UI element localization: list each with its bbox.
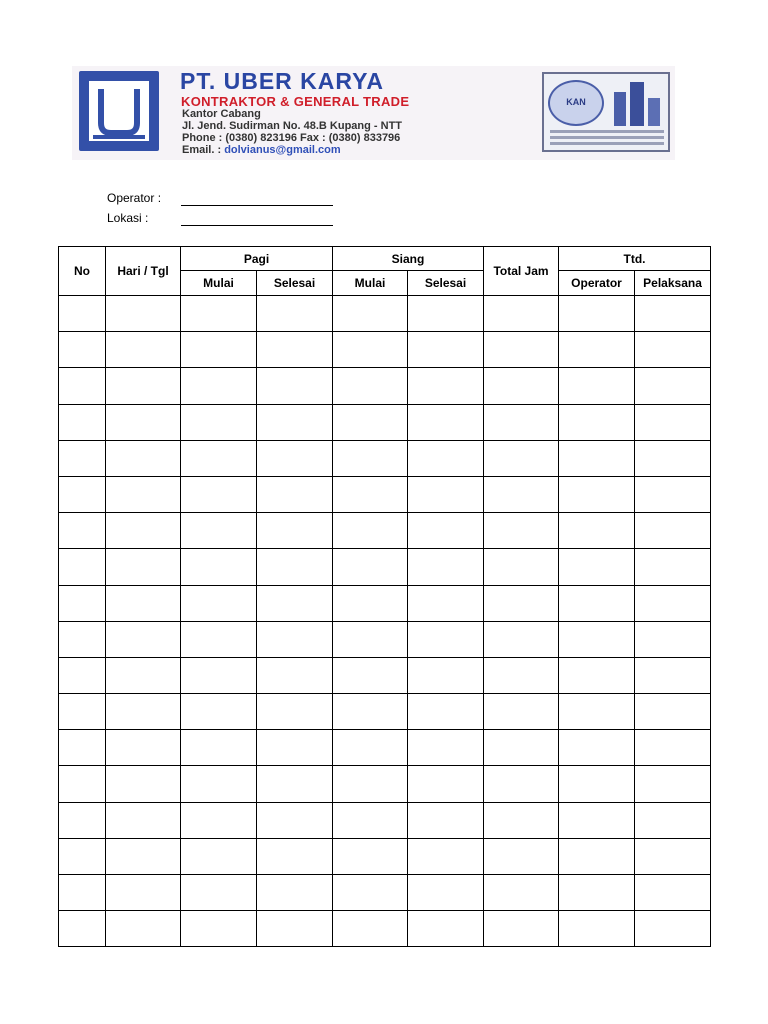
letterhead xyxy=(72,66,675,160)
cell-hari-tgl[interactable] xyxy=(106,766,181,802)
cell-hari-tgl[interactable] xyxy=(106,694,181,730)
cell-pagi-selesai[interactable] xyxy=(257,730,333,766)
cell-siang-mulai[interactable] xyxy=(333,513,408,549)
cell-pagi-selesai[interactable] xyxy=(257,838,333,874)
cell-hari-tgl[interactable] xyxy=(106,296,181,332)
cell-hari-tgl[interactable] xyxy=(106,730,181,766)
cell-total-jam[interactable] xyxy=(484,838,559,874)
cell-no[interactable] xyxy=(59,476,106,512)
cell-ttd-pelaksana[interactable] xyxy=(635,404,711,440)
cell-hari-tgl[interactable] xyxy=(106,368,181,404)
cell-siang-mulai[interactable] xyxy=(333,766,408,802)
cell-ttd-operator[interactable] xyxy=(559,513,635,549)
cell-siang-selesai[interactable] xyxy=(408,585,484,621)
cell-no[interactable] xyxy=(59,657,106,693)
company-phone: Phone : (0380) 823196 Fax : (0380) 833796 xyxy=(182,132,401,144)
cell-ttd-pelaksana[interactable] xyxy=(635,368,711,404)
cell-pagi-selesai[interactable] xyxy=(257,476,333,512)
cell-pagi-selesai[interactable] xyxy=(257,911,333,947)
cell-hari-tgl[interactable] xyxy=(106,513,181,549)
table-row xyxy=(59,585,711,621)
cell-ttd-pelaksana[interactable] xyxy=(635,476,711,512)
lokasi-field[interactable] xyxy=(181,225,333,226)
cell-siang-mulai[interactable] xyxy=(333,621,408,657)
cell-no[interactable] xyxy=(59,585,106,621)
cell-siang-mulai[interactable] xyxy=(333,296,408,332)
cell-pagi-mulai[interactable] xyxy=(181,476,257,512)
cell-siang-selesai[interactable] xyxy=(408,694,484,730)
cell-ttd-pelaksana[interactable] xyxy=(635,549,711,585)
header-no: No xyxy=(59,247,106,296)
cell-ttd-operator[interactable] xyxy=(559,368,635,404)
table-row xyxy=(59,296,711,332)
cell-pagi-mulai[interactable] xyxy=(181,766,257,802)
cell-no[interactable] xyxy=(59,440,106,476)
cell-hari-tgl[interactable] xyxy=(106,332,181,368)
table-row xyxy=(59,657,711,693)
cell-ttd-operator[interactable] xyxy=(559,875,635,911)
cell-ttd-operator[interactable] xyxy=(559,730,635,766)
cell-siang-mulai[interactable] xyxy=(333,476,408,512)
company-tagline: KONTRAKTOR & GENERAL TRADE xyxy=(181,94,410,109)
cell-ttd-operator[interactable] xyxy=(559,802,635,838)
cell-total-jam[interactable] xyxy=(484,730,559,766)
table-row xyxy=(59,513,711,549)
cell-siang-selesai[interactable] xyxy=(408,296,484,332)
u-logo-icon xyxy=(79,71,159,151)
cell-hari-tgl[interactable] xyxy=(106,549,181,585)
cell-pagi-selesai[interactable] xyxy=(257,694,333,730)
cell-ttd-pelaksana[interactable] xyxy=(635,657,711,693)
table-row xyxy=(59,476,711,512)
cell-pagi-selesai[interactable] xyxy=(257,404,333,440)
cell-siang-selesai[interactable] xyxy=(408,657,484,693)
cell-siang-selesai[interactable] xyxy=(408,730,484,766)
cell-pagi-selesai[interactable] xyxy=(257,657,333,693)
cell-ttd-pelaksana[interactable] xyxy=(635,585,711,621)
cell-hari-tgl[interactable] xyxy=(106,911,181,947)
cell-ttd-operator[interactable] xyxy=(559,296,635,332)
cell-ttd-operator[interactable] xyxy=(559,332,635,368)
cell-no[interactable] xyxy=(59,694,106,730)
cert-badge-text: KAN xyxy=(566,97,586,107)
cell-pagi-mulai[interactable] xyxy=(181,802,257,838)
cell-no[interactable] xyxy=(59,766,106,802)
table-row xyxy=(59,404,711,440)
building-icon xyxy=(610,78,664,126)
table-row xyxy=(59,368,711,404)
cell-siang-selesai[interactable] xyxy=(408,332,484,368)
table-row xyxy=(59,694,711,730)
cell-pagi-mulai[interactable] xyxy=(181,440,257,476)
cell-siang-mulai[interactable] xyxy=(333,657,408,693)
cell-total-jam[interactable] xyxy=(484,585,559,621)
header-siang-selesai: Selesai xyxy=(408,271,484,296)
timesheet-body xyxy=(59,296,711,947)
cell-siang-mulai[interactable] xyxy=(333,875,408,911)
cell-siang-selesai[interactable] xyxy=(408,875,484,911)
cell-total-jam[interactable] xyxy=(484,694,559,730)
cell-no[interactable] xyxy=(59,802,106,838)
cell-pagi-mulai[interactable] xyxy=(181,513,257,549)
cell-ttd-pelaksana[interactable] xyxy=(635,766,711,802)
cell-ttd-operator[interactable] xyxy=(559,694,635,730)
cell-pagi-selesai[interactable] xyxy=(257,549,333,585)
cell-ttd-pelaksana[interactable] xyxy=(635,730,711,766)
cell-siang-mulai[interactable] xyxy=(333,911,408,947)
cell-pagi-mulai[interactable] xyxy=(181,657,257,693)
operator-label: Operator : xyxy=(107,191,162,205)
cell-no[interactable] xyxy=(59,730,106,766)
cell-ttd-pelaksana[interactable] xyxy=(635,838,711,874)
cell-ttd-pelaksana[interactable] xyxy=(635,513,711,549)
cell-ttd-operator[interactable] xyxy=(559,911,635,947)
cell-hari-tgl[interactable] xyxy=(106,585,181,621)
cell-no[interactable] xyxy=(59,875,106,911)
cell-pagi-selesai[interactable] xyxy=(257,766,333,802)
cell-ttd-operator[interactable] xyxy=(559,404,635,440)
cell-no[interactable] xyxy=(59,332,106,368)
cell-siang-mulai[interactable] xyxy=(333,802,408,838)
cell-pagi-mulai[interactable] xyxy=(181,368,257,404)
cell-siang-selesai[interactable] xyxy=(408,766,484,802)
cell-hari-tgl[interactable] xyxy=(106,838,181,874)
cell-total-jam[interactable] xyxy=(484,404,559,440)
cell-total-jam[interactable] xyxy=(484,332,559,368)
cell-ttd-operator[interactable] xyxy=(559,621,635,657)
table-row xyxy=(59,838,711,874)
cell-ttd-operator[interactable] xyxy=(559,476,635,512)
cell-siang-selesai[interactable] xyxy=(408,621,484,657)
cell-siang-selesai[interactable] xyxy=(408,802,484,838)
lokasi-label: Lokasi : xyxy=(107,211,149,225)
cell-siang-mulai[interactable] xyxy=(333,838,408,874)
cell-no[interactable] xyxy=(59,296,106,332)
cell-total-jam[interactable] xyxy=(484,368,559,404)
company-email-row xyxy=(182,144,341,156)
cell-ttd-pelaksana[interactable] xyxy=(635,875,711,911)
header-ttd-operator: Operator xyxy=(559,271,635,296)
certification-badge xyxy=(542,72,670,152)
cell-siang-mulai[interactable] xyxy=(333,730,408,766)
cell-no[interactable] xyxy=(59,513,106,549)
cell-ttd-operator[interactable] xyxy=(559,657,635,693)
cell-pagi-mulai[interactable] xyxy=(181,585,257,621)
cell-total-jam[interactable] xyxy=(484,911,559,947)
cell-pagi-mulai[interactable] xyxy=(181,332,257,368)
globe-icon xyxy=(548,80,604,126)
cell-pagi-mulai[interactable] xyxy=(181,694,257,730)
cell-hari-tgl[interactable] xyxy=(106,440,181,476)
cell-hari-tgl[interactable] xyxy=(106,875,181,911)
cert-fineprint xyxy=(550,130,664,148)
header-hari-tgl: Hari / Tgl xyxy=(106,247,181,296)
cell-no[interactable] xyxy=(59,404,106,440)
cell-siang-selesai[interactable] xyxy=(408,549,484,585)
cell-siang-selesai[interactable] xyxy=(408,440,484,476)
header-total-jam: Total Jam xyxy=(484,247,559,296)
cell-total-jam[interactable] xyxy=(484,549,559,585)
cell-ttd-operator[interactable] xyxy=(559,549,635,585)
cell-ttd-pelaksana[interactable] xyxy=(635,802,711,838)
company-name: PT. UBER KARYA xyxy=(180,68,384,94)
cell-pagi-mulai[interactable] xyxy=(181,549,257,585)
cell-hari-tgl[interactable] xyxy=(106,404,181,440)
cell-total-jam[interactable] xyxy=(484,476,559,512)
header-ttd-pelaksana: Pelaksana xyxy=(635,271,711,296)
cell-ttd-operator[interactable] xyxy=(559,838,635,874)
cell-total-jam[interactable] xyxy=(484,766,559,802)
cell-total-jam[interactable] xyxy=(484,875,559,911)
cell-total-jam[interactable] xyxy=(484,513,559,549)
table-row xyxy=(59,766,711,802)
cell-total-jam[interactable] xyxy=(484,621,559,657)
cell-pagi-mulai[interactable] xyxy=(181,875,257,911)
cell-siang-selesai[interactable] xyxy=(408,838,484,874)
cell-pagi-selesai[interactable] xyxy=(257,585,333,621)
cell-no[interactable] xyxy=(59,838,106,874)
cell-ttd-operator[interactable] xyxy=(559,585,635,621)
cell-pagi-selesai[interactable] xyxy=(257,875,333,911)
header-pagi: Pagi xyxy=(181,247,333,271)
cell-total-jam[interactable] xyxy=(484,440,559,476)
table-row xyxy=(59,332,711,368)
cell-no[interactable] xyxy=(59,911,106,947)
cell-ttd-pelaksana[interactable] xyxy=(635,911,711,947)
table-row xyxy=(59,875,711,911)
cell-siang-mulai[interactable] xyxy=(333,694,408,730)
cell-pagi-selesai[interactable] xyxy=(257,296,333,332)
cell-pagi-selesai[interactable] xyxy=(257,368,333,404)
email-label: Email. : xyxy=(182,144,225,156)
cell-siang-selesai[interactable] xyxy=(408,911,484,947)
cell-pagi-mulai[interactable] xyxy=(181,730,257,766)
cell-pagi-selesai[interactable] xyxy=(257,332,333,368)
cell-pagi-mulai[interactable] xyxy=(181,911,257,947)
cell-ttd-pelaksana[interactable] xyxy=(635,296,711,332)
cell-siang-mulai[interactable] xyxy=(333,404,408,440)
cell-ttd-operator[interactable] xyxy=(559,766,635,802)
cell-siang-selesai[interactable] xyxy=(408,476,484,512)
cell-siang-mulai[interactable] xyxy=(333,585,408,621)
cell-siang-mulai[interactable] xyxy=(333,549,408,585)
cell-pagi-selesai[interactable] xyxy=(257,621,333,657)
cell-total-jam[interactable] xyxy=(484,802,559,838)
cell-pagi-selesai[interactable] xyxy=(257,802,333,838)
cell-no[interactable] xyxy=(59,368,106,404)
company-email: dolvianus@gmail.com xyxy=(224,144,341,156)
cell-siang-selesai[interactable] xyxy=(408,513,484,549)
cell-siang-mulai[interactable] xyxy=(333,368,408,404)
cell-siang-selesai[interactable] xyxy=(408,368,484,404)
header-pagi-mulai: Mulai xyxy=(181,271,257,296)
timesheet-table xyxy=(58,246,711,947)
cell-ttd-operator[interactable] xyxy=(559,440,635,476)
cell-pagi-mulai[interactable] xyxy=(181,621,257,657)
cell-hari-tgl[interactable] xyxy=(106,476,181,512)
company-address: Jl. Jend. Sudirman No. 48.B Kupang - NTT xyxy=(182,120,403,132)
header-siang: Siang xyxy=(333,247,484,271)
cell-ttd-pelaksana[interactable] xyxy=(635,694,711,730)
cell-pagi-mulai[interactable] xyxy=(181,838,257,874)
cell-hari-tgl[interactable] xyxy=(106,657,181,693)
header-siang-mulai: Mulai xyxy=(333,271,408,296)
header-ttd: Ttd. xyxy=(559,247,711,271)
cell-pagi-mulai[interactable] xyxy=(181,296,257,332)
cell-ttd-pelaksana[interactable] xyxy=(635,621,711,657)
cell-siang-mulai[interactable] xyxy=(333,440,408,476)
cell-siang-mulai[interactable] xyxy=(333,332,408,368)
cell-no[interactable] xyxy=(59,549,106,585)
cell-ttd-pelaksana[interactable] xyxy=(635,332,711,368)
cell-pagi-mulai[interactable] xyxy=(181,404,257,440)
header-pagi-selesai: Selesai xyxy=(257,271,333,296)
table-row xyxy=(59,911,711,947)
cell-hari-tgl[interactable] xyxy=(106,621,181,657)
cell-total-jam[interactable] xyxy=(484,657,559,693)
cell-hari-tgl[interactable] xyxy=(106,802,181,838)
cell-siang-selesai[interactable] xyxy=(408,404,484,440)
table-row xyxy=(59,621,711,657)
cell-no[interactable] xyxy=(59,621,106,657)
cell-pagi-selesai[interactable] xyxy=(257,440,333,476)
company-branch: Kantor Cabang xyxy=(182,108,261,120)
cell-pagi-selesai[interactable] xyxy=(257,513,333,549)
table-row xyxy=(59,802,711,838)
operator-field[interactable] xyxy=(181,205,333,206)
table-row xyxy=(59,549,711,585)
table-row xyxy=(59,730,711,766)
company-logo xyxy=(79,71,159,151)
cell-total-jam[interactable] xyxy=(484,296,559,332)
cell-ttd-pelaksana[interactable] xyxy=(635,440,711,476)
table-row xyxy=(59,440,711,476)
